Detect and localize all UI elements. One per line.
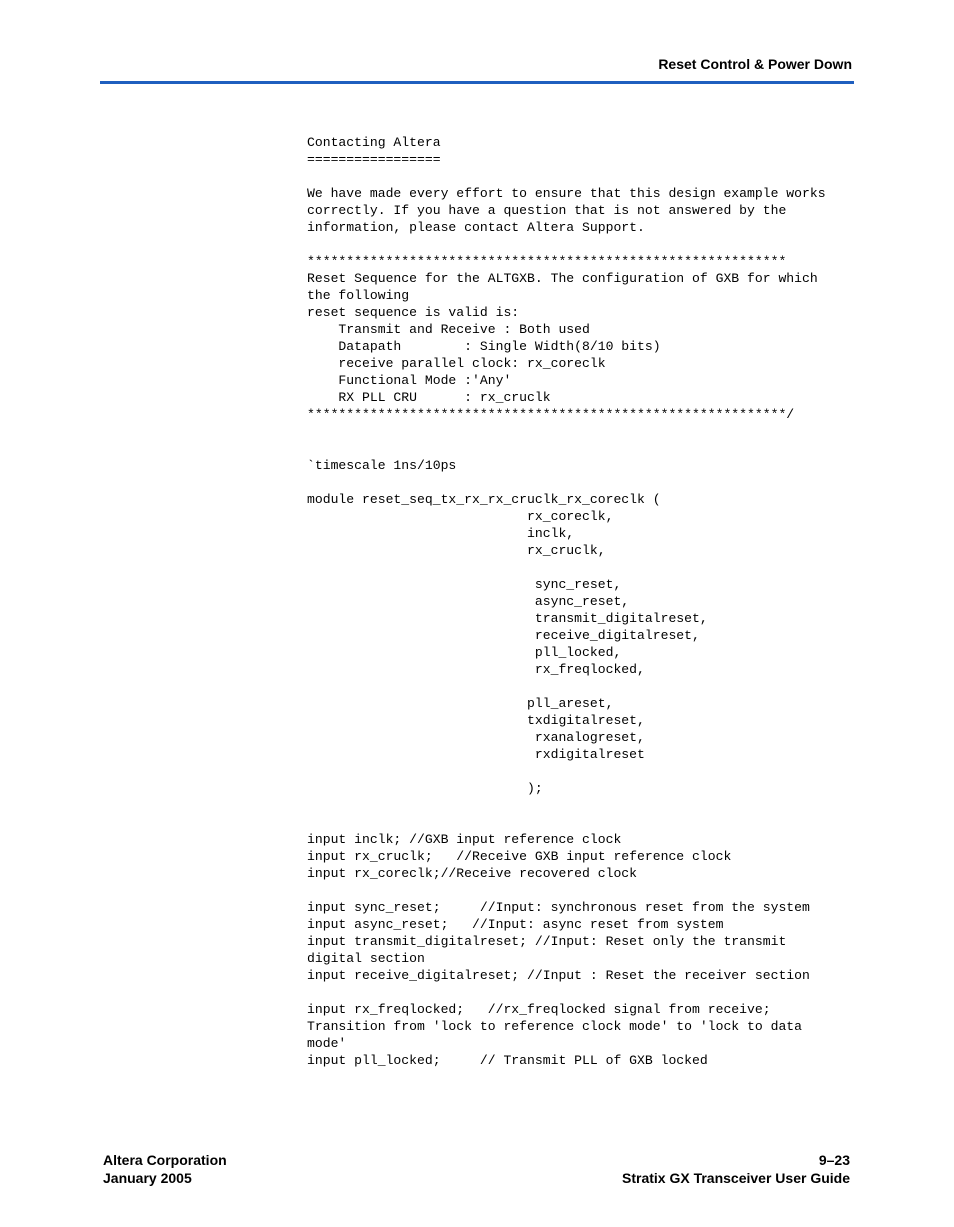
code-line <box>307 474 826 491</box>
code-line: Reset Sequence for the ALTGXB. The configuration of GXB for which <box>307 271 818 286</box>
code-line <box>307 168 826 185</box>
code-line: pll_locked, <box>307 645 622 660</box>
code-line: ================= <box>307 152 441 167</box>
code-line: ************************************************************* <box>307 254 787 269</box>
code-line: `timescale 1ns/10ps <box>307 458 457 473</box>
code-line: We have made every effort to ensure that this design example works <box>307 186 826 201</box>
code-line: reset sequence is valid is: <box>307 305 520 320</box>
code-line: pll_areset, <box>307 696 614 711</box>
header-rule <box>100 81 854 84</box>
footer-date: January 2005 <box>103 1170 192 1186</box>
code-line <box>307 763 826 780</box>
code-line: input rx_cruclk; //Receive GXB input reference clock <box>307 849 732 864</box>
code-line <box>307 984 826 1001</box>
code-line: rx_cruclk, <box>307 543 606 558</box>
code-line: Contacting Altera <box>307 135 441 150</box>
footer-right <box>622 1151 850 1187</box>
footer-guide-title: Stratix GX Transceiver User Guide <box>622 1170 850 1186</box>
code-line: sync_reset, <box>307 577 622 592</box>
code-line <box>307 559 826 576</box>
code-line <box>307 814 826 831</box>
footer-company: Altera Corporation <box>103 1152 227 1168</box>
code-line: module reset_seq_tx_rx_rx_cruclk_rx_coreclk ( <box>307 492 661 507</box>
code-line: Functional Mode :'Any' <box>307 373 512 388</box>
code-line: rxanalogreset, <box>307 730 645 745</box>
code-line: receive_digitalreset, <box>307 628 700 643</box>
code-line: input rx_freqlocked; //rx_freqlocked signal from receive; <box>307 1002 771 1017</box>
code-line: input rx_coreclk;//Receive recovered clock <box>307 866 638 881</box>
code-line: Transmit and Receive : Both used <box>307 322 590 337</box>
code-line: mode' <box>307 1036 347 1051</box>
code-line: rx_coreclk, <box>307 509 614 524</box>
code-line <box>307 678 826 695</box>
code-line: input transmit_digitalreset; //Input: Reset only the transmit <box>307 934 787 949</box>
code-line <box>307 440 826 457</box>
code-line: async_reset, <box>307 594 630 609</box>
code-line: input pll_locked; // Transmit PLL of GXB locked <box>307 1053 708 1068</box>
code-line: transmit_digitalreset, <box>307 611 708 626</box>
code-line: Transition from 'lock to reference clock mode' to 'lock to data <box>307 1019 803 1034</box>
code-line: input async_reset; //Input: async reset from system <box>307 917 724 932</box>
footer-left <box>103 1151 227 1187</box>
code-line: information, please contact Altera Support. <box>307 220 645 235</box>
code-listing <box>307 134 826 1069</box>
code-line <box>307 423 826 440</box>
code-line <box>307 882 826 899</box>
code-line: input inclk; //GXB input reference clock <box>307 832 622 847</box>
code-line: RX PLL CRU : rx_cruclk <box>307 390 551 405</box>
code-line <box>307 797 826 814</box>
code-line: Datapath : Single Width(8/10 bits) <box>307 339 661 354</box>
code-line: receive parallel clock: rx_coreclk <box>307 356 606 371</box>
code-line: input receive_digitalreset; //Input : Reset the receiver section <box>307 968 810 983</box>
code-line <box>307 236 826 253</box>
code-line: correctly. If you have a question that is not answered by the <box>307 203 787 218</box>
running-header-title: Reset Control & Power Down <box>658 56 852 72</box>
code-line: the following <box>307 288 410 303</box>
code-line: input sync_reset; //Input: synchronous reset from the system <box>307 900 810 915</box>
code-line: inclk, <box>307 526 575 541</box>
code-line: ); <box>307 781 543 796</box>
code-line: txdigitalreset, <box>307 713 645 728</box>
footer-page-number: 9–23 <box>818 1152 850 1168</box>
code-line: rxdigitalreset <box>307 747 645 762</box>
code-line: digital section <box>307 951 425 966</box>
code-line: rx_freqlocked, <box>307 662 645 677</box>
code-line: *************************************************************/ <box>307 407 795 422</box>
